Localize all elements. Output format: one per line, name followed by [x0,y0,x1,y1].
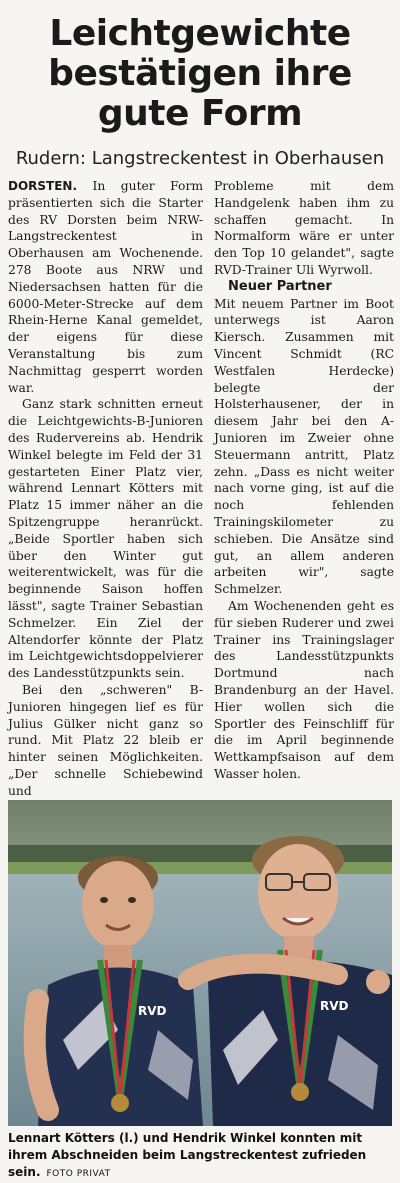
photo-illustration [8,800,392,1126]
article-column-1 [8,178,203,799]
crosshead: Neuer Partner [228,278,332,294]
headline [0,14,400,134]
paragraph: Mit neuem Partner im Boot unterwegs ist Aaron Kiersch. Zusammen mit Vincent Schmidt (RC Westfalen Herdecke) belegte der Holsterhausener, der in diesem Jahr bei den A-Junioren im Zweier ohne Steuermann antritt, Platz zehn. „Dass es nicht weiter nach vorne ging, ist auf die noch fehlenden Trainingskilometer zu schieben. Die Ansätze sind gut, an allem anderen arbeiten wir", sagte Schmelzer. [214,296,394,597]
subheadline: Rudern: Langstreckentest in Oberhausen [15,148,385,169]
photo-credit: FOTO PRIVAT [46,1169,111,1179]
paragraph: Am Wochenenden geht es für sieben Ruderer und zwei Trainer ins Trainingslager des Landesstützpunkts Dortmund nach Brandenburg an der Havel. Hier wollen sich die Sportler des Feinschliff für die im April beginnende Wettkampfsaison auf dem Wasser holen. [214,598,394,781]
jersey-label-right: RVD [320,999,349,1013]
paragraph: Probleme mit dem Handgelenk haben ihm zu schaffen gemacht. In Normalform wäre er unter den Top 10 gelandet", sagte RVD-Trainer Uli Wyrwoll. [214,179,394,277]
caption-text: Lennart Kötters (l.) und Hendrik Winkel konnten mit ihrem Abschneiden beim Langstreckentest zufrieden sein. [8,1131,367,1179]
photo-caption [8,1130,394,1183]
dateline: DORSTEN. [8,179,78,193]
headline-line-1: Leichtgewichte [49,13,351,54]
paragraph: Ganz stark schnitten erneut die Leichtgewichts-B-Junioren des Rudervereins ab. Hendrik Winkel belegte im Feld der 31 gestarteten Einer Platz vier, während Lennart Kötters mit Platz 15 immer näher an die Spitzengruppe heranrückt. „Beide Sportler haben sich über den Winter gut weiterentwickelt, was für die beginnende Saison hoffen lässt", sagte Trainer Sebastian Schmelzer. Ein Ziel der Altendorfer könnte der Platz im Leichtgewichtsdoppelvierer des Landesstützpunkts sein. [8,397,203,681]
headline-line-2: bestätigen ihre [48,53,352,94]
article-column-2 [214,178,394,783]
article-photo [8,800,392,1126]
jersey-label-left: RVD [138,1004,167,1018]
paragraph-text: In guter Form präsentierten sich die Starter des RV Dorsten beim NRW-Langstreckentest in Oberhausen am Wochenende. 278 Boote aus NRW und Niedersachsen hatten für die 6000-Meter-Strecke auf dem Rhein-Herne Kanal gemeldet, der eigens für diese Veranstaltung bis zum Nachmittag gesperrt worden war. [8,179,203,395]
paragraph [8,178,203,396]
headline-line-3: gute Form [97,93,303,134]
paragraph: Bei den „schweren" B-Junioren hingegen lief es für Julius Gülker nicht ganz so rund. Mit Platz 22 bleib er hinter seinen Möglichkeiten. „Der schnelle Schiebewind und [8,682,203,798]
